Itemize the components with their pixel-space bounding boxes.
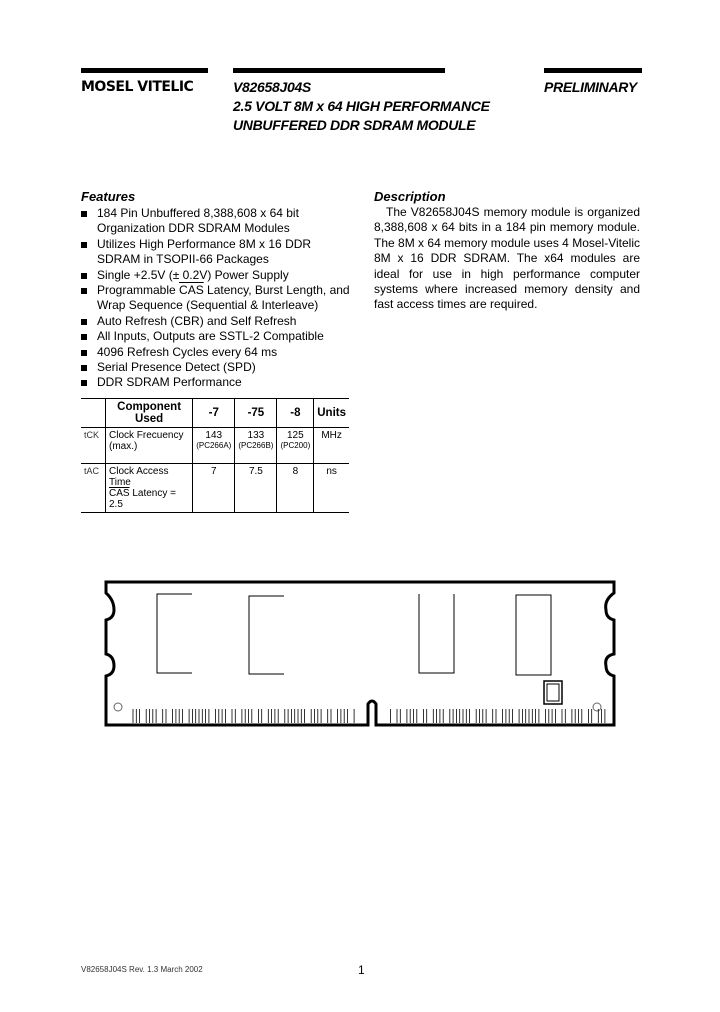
feature-text: Auto Refresh (CBR) and Self Refresh: [97, 313, 297, 328]
feature-text: 184 Pin Unbuffered 8,388,608 x 64 bit: [97, 206, 299, 220]
mounting-hole: [114, 703, 122, 711]
cas-overline: $\overline{CAS}$: [109, 488, 130, 499]
value-cell: 133: [247, 430, 265, 441]
features-heading: Features: [81, 189, 136, 204]
param-sublabel: (max.): [109, 441, 138, 452]
dram-chip: [249, 596, 284, 674]
latency-text: Latency = 2.5: [109, 488, 176, 510]
feature-text: 4096 Refresh Cycles every 64 ms: [97, 344, 278, 359]
symbol-cell: tCK: [81, 428, 106, 464]
footer-doc-ref: V82658J04S Rev. 1.3 March 2002: [81, 965, 203, 974]
feature-text: Organization DDR SDRAM Modules: [97, 221, 290, 236]
title-line-2: UNBUFFERED DDR SDRAM MODULE: [233, 117, 476, 133]
feature-text: Utilizes High Performance 8M x 16 DDR: [97, 236, 312, 251]
feature-text: SDRAM in TSOPII-66 Packages: [97, 252, 269, 267]
column-header: -75: [235, 399, 277, 428]
description-text: The V82658J04S memory module is organized 8,388,608 x 64 bits in a 184 pin memory module. The 8M x 64 memory module uses 4 Mosel-Vitelic 8M x 16 DDR SDRAM. The x64 modules are ideal for use in high performance computer systems where increased memory density and fast access times are required.: [374, 205, 640, 312]
symbol-cell: tAC: [81, 464, 106, 513]
status-label: PRELIMINARY: [544, 79, 637, 95]
value-cell: 125: [287, 430, 304, 441]
spd-chip-inner: [547, 684, 559, 701]
value-cell: 8: [277, 464, 314, 513]
column-header: -7: [193, 399, 235, 428]
feature-text: Wrap Sequence (Sequential & Interleave): [97, 298, 319, 313]
module-outline: [106, 582, 614, 725]
mounting-hole: [593, 703, 601, 711]
page-number: 1: [358, 963, 365, 977]
column-header: Component Used: [106, 399, 193, 428]
feature-text: Single +2.5V (± 0.2V) Power Supply: [97, 267, 289, 282]
description-heading: Description: [374, 189, 446, 204]
value-cell: 7: [193, 464, 235, 513]
dram-chip: [516, 595, 551, 675]
title-line-1: 2.5 VOLT 8M x 64 HIGH PERFORMANCE: [233, 98, 490, 114]
unit-cell: ns: [314, 464, 349, 513]
feature-text: DDR SDRAM Performance: [97, 375, 242, 390]
column-header: -8: [277, 399, 314, 428]
dram-chip: [419, 594, 454, 673]
feature-text: Programmable $\overline{CAS}$ Latency, Burst Length, and: [97, 283, 350, 298]
part-number: V82658J04S: [233, 79, 311, 95]
feature-text: All Inputs, Outputs are SSTL-2 Compatible: [97, 329, 324, 344]
column-header: Units: [314, 399, 349, 428]
param-label: Clock Access Time: [109, 466, 169, 488]
value-sub: (PC266A): [196, 441, 232, 450]
company-logo: MOSEL VITELIC: [81, 79, 194, 95]
value-cell: 143: [205, 430, 223, 441]
feature-text: Serial Presence Detect (SPD): [97, 360, 256, 375]
dram-chip: [157, 594, 192, 673]
value-sub: (PC200): [280, 441, 311, 450]
param-label: Clock Frecuency: [109, 430, 184, 441]
unit-cell: MHz: [314, 428, 349, 464]
value-sub: (PC266B): [238, 441, 274, 450]
value-cell: 7.5: [235, 464, 277, 513]
